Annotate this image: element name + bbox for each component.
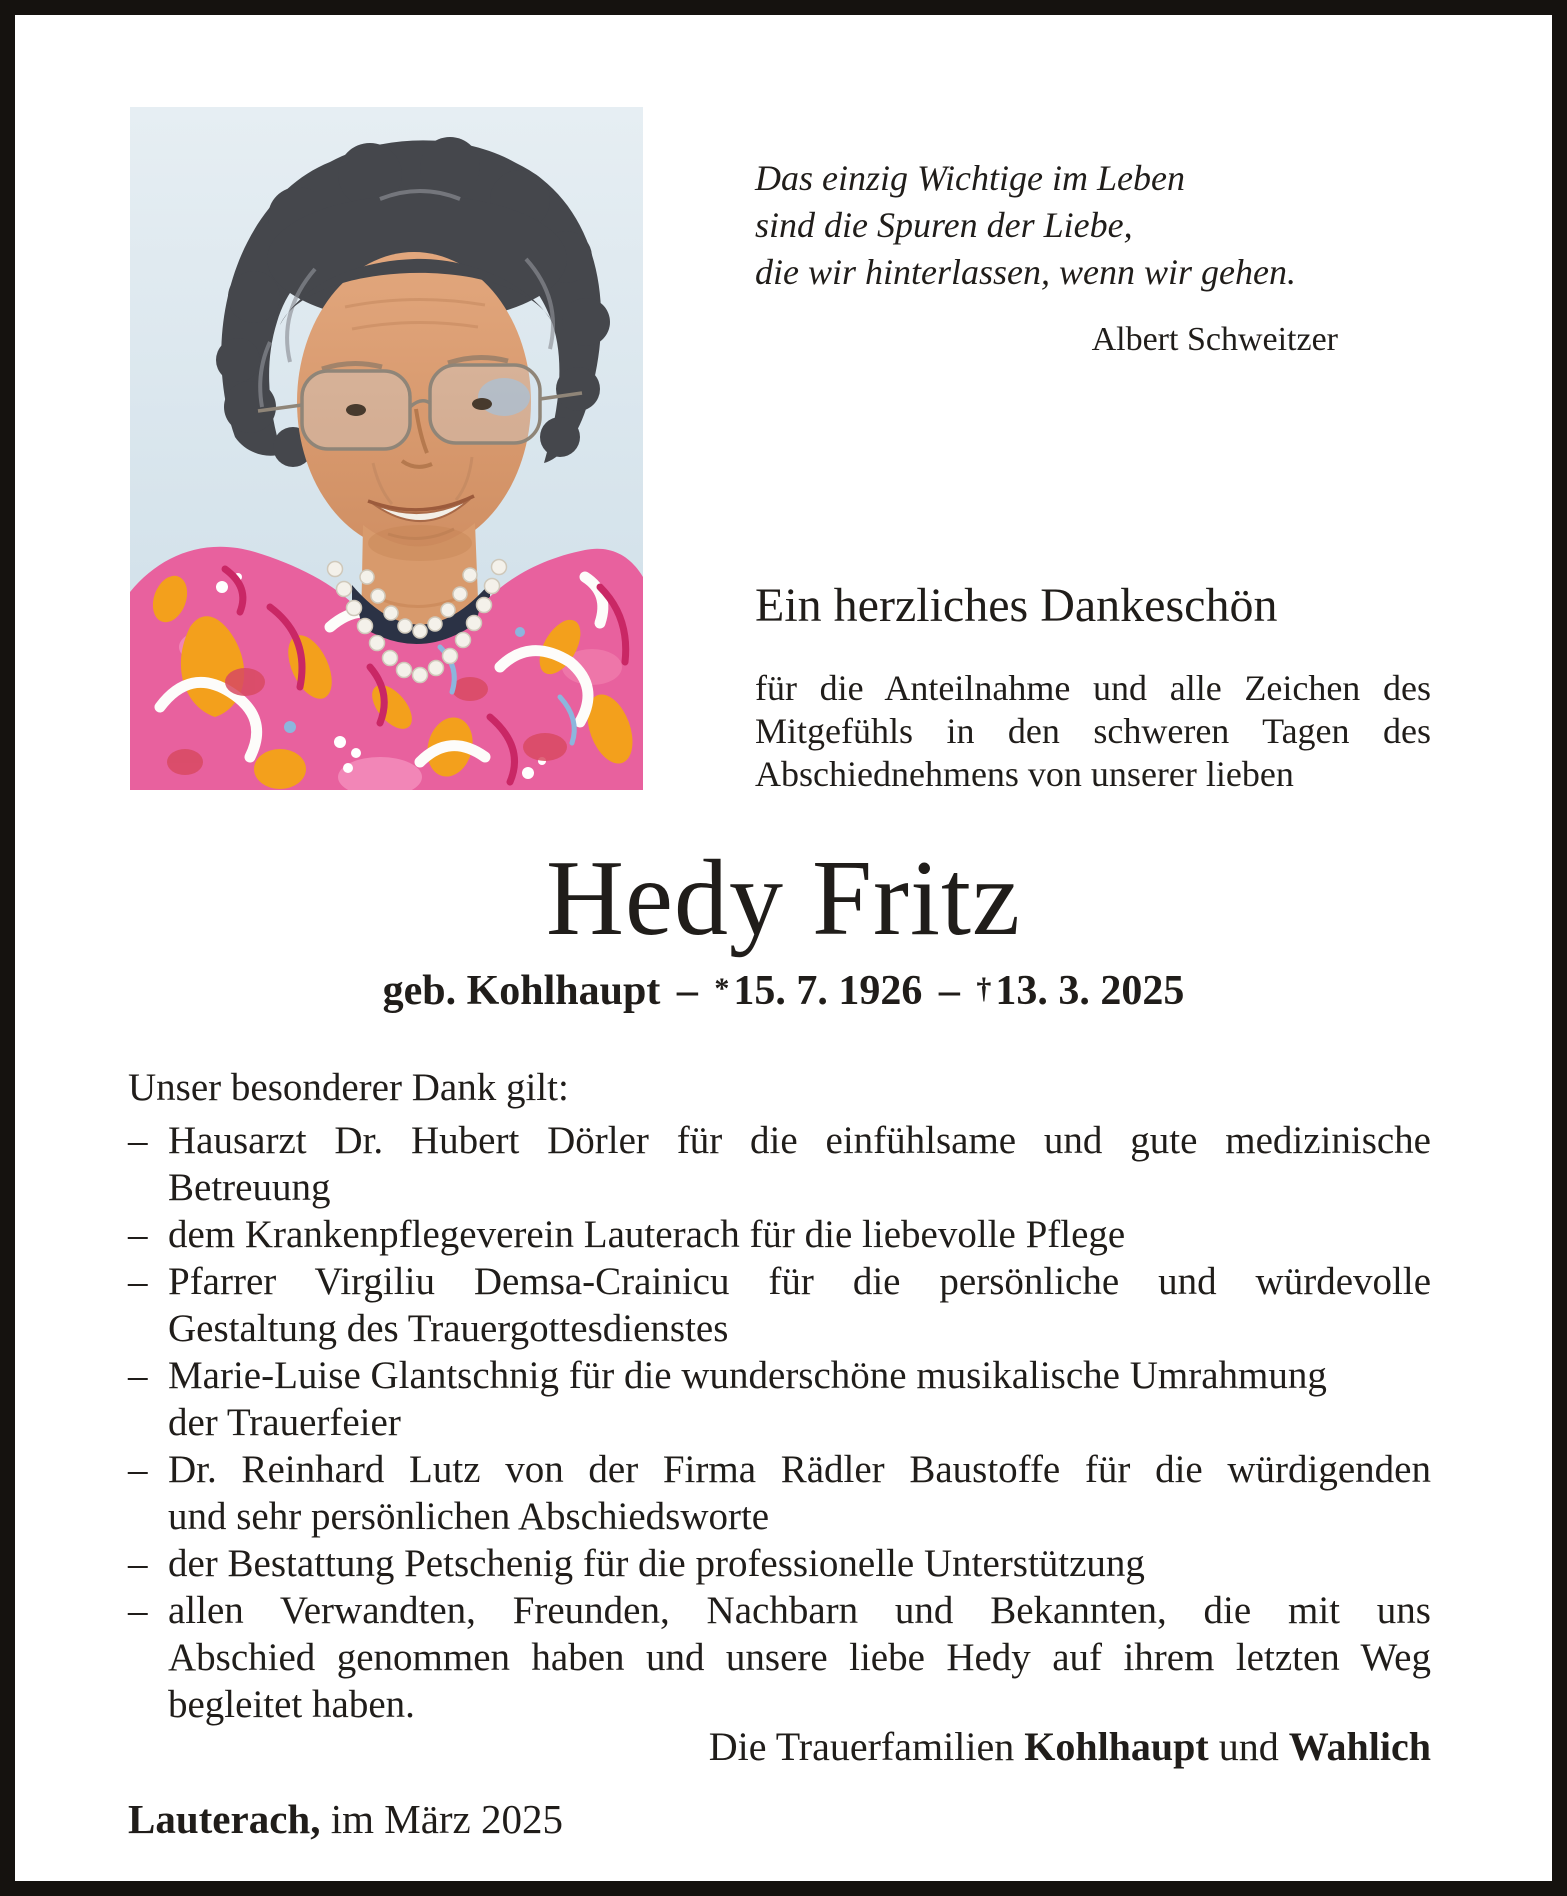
list-dash: –: [128, 1448, 148, 1491]
birth-symbol: *: [714, 972, 730, 1005]
list-item: – dem Krankenpflegeverein Lauterach für die liebevolle Pflege: [128, 1213, 1126, 1256]
portrait-photo: [130, 107, 643, 790]
maiden-name: geb. Kohlhaupt: [382, 968, 661, 1014]
deceased-name: Hedy Fritz: [546, 839, 1021, 958]
mourning-families: [128, 1723, 1431, 1770]
list-dash: –: [128, 1119, 148, 1162]
separator: –: [676, 968, 698, 1014]
thanks-heading: Ein herzliches Dankeschön: [755, 579, 1278, 632]
list-item: – Hausarzt Dr. Hubert Dörler für die einfühlsame und gute medizinische Betreuung: [128, 1119, 1431, 1209]
family-name: Kohlhaupt: [1024, 1724, 1209, 1769]
death-date: 13. 3. 2025: [995, 968, 1185, 1014]
quote-line: die wir hinterlassen, wenn wir gehen.: [755, 252, 1296, 292]
place: Lauterach,: [128, 1796, 321, 1842]
list-item: – Dr. Reinhard Lutz von der Firma Rädler Baustoffe für die würdigenden und sehr persönlichen Abschiedsworte: [128, 1448, 1431, 1538]
quote-attribution: Albert Schweitzer: [1091, 321, 1338, 358]
closing-prefix: Die Trauerfamilien: [708, 1724, 1015, 1769]
list-dash: –: [128, 1354, 148, 1397]
closing-connector: und: [1218, 1724, 1279, 1769]
acknowledgement-intro: Unser besonderer Dank gilt:: [128, 1066, 569, 1109]
intro-line: Abschiednehmens von unserer lieben: [755, 754, 1294, 794]
list-item: – allen Verwandten, Freunden, Nachbarn und Bekannten, die mit uns Abschied genommen haben und unsere liebe Hedy auf ihrem letzten Weg begleitet haben.: [128, 1589, 1431, 1726]
deceased-dates: [15, 967, 1552, 1015]
date: im März 2025: [330, 1796, 563, 1842]
list-dash: –: [128, 1589, 148, 1632]
quote-line: Das einzig Wichtige im Leben: [755, 158, 1185, 198]
list-dash: –: [128, 1542, 148, 1585]
quote: [755, 155, 1296, 296]
place-date-line: [128, 1795, 563, 1843]
birth-date: 15. 7. 1926: [733, 968, 923, 1014]
family-name: Wahlich: [1288, 1724, 1431, 1769]
intro-line: für die Anteilnahme und alle Zeichen des: [755, 668, 1431, 708]
intro-line: Mitgefühls in den schweren Tagen des: [755, 711, 1431, 751]
death-symbol: †: [976, 972, 992, 1005]
thanks-intro: [755, 667, 1431, 796]
list-item: – der Bestattung Petschenig für die professionelle Unterstützung: [128, 1542, 1145, 1585]
memorial-card: [15, 15, 1552, 1881]
acknowledgement-list: [128, 1117, 1431, 1728]
quote-line: sind die Spuren der Liebe,: [755, 205, 1133, 245]
list-item: – Marie-Luise Glantschnig für die wunderschöne musikalische Umrahmung der Trauerfeier: [128, 1354, 1327, 1444]
list-dash: –: [128, 1213, 148, 1256]
list-dash: –: [128, 1260, 148, 1303]
list-item: – Pfarrer Virgiliu Demsa-Crainicu für die persönliche und würdevolle Gestaltung des Trauergottesdienstes: [128, 1260, 1431, 1350]
separator: –: [938, 968, 960, 1014]
